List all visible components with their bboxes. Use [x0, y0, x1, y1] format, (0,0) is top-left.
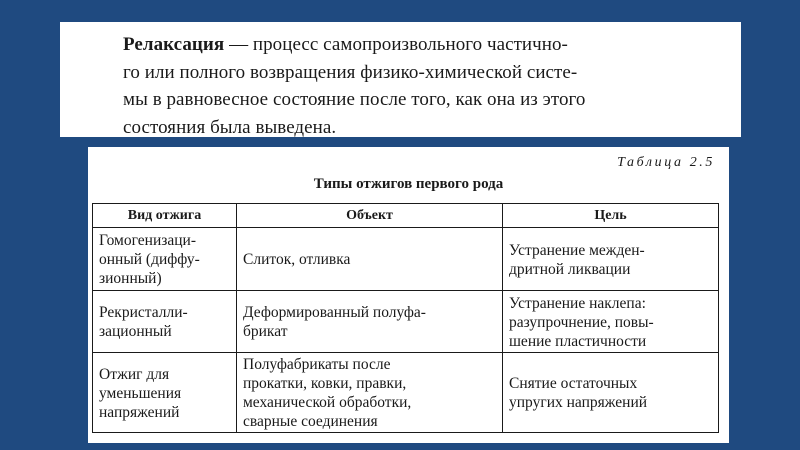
cell-text: брикат — [243, 323, 288, 340]
cell-object — [237, 291, 503, 353]
cell-text: Устранение наклепа: — [509, 294, 646, 312]
definition-line-3: мы в равновесное состояние после того, как она из этого — [123, 89, 586, 110]
definition-line-1 — [123, 31, 719, 59]
table-row — [93, 353, 719, 433]
cell-text: зионный) — [99, 270, 162, 287]
cell-text: Устранение межден- — [509, 241, 645, 259]
cell-goal — [503, 228, 719, 291]
cell-text: Слиток, отливка — [243, 251, 351, 268]
cell-text: Деформированный полуфа- — [243, 304, 426, 321]
cell-text: упругих напряжений — [509, 394, 648, 411]
table-row — [93, 291, 719, 353]
cell-text: механической обработки, — [243, 394, 412, 411]
cell-type — [93, 291, 237, 353]
cell-text: Гомогенизаци- — [99, 232, 196, 249]
cell-type — [93, 228, 237, 291]
cell-text: шение пластичности — [509, 332, 647, 350]
cell-text: прокатки, ковки, правки, — [243, 375, 407, 392]
definition-term: Релаксация — [123, 34, 225, 55]
cell-text: онный (диффу- — [99, 251, 200, 268]
header-object: Объект — [237, 204, 503, 228]
cell-text: Полуфабрикаты после — [243, 356, 391, 373]
table-row — [93, 228, 719, 291]
cell-goal — [503, 353, 719, 433]
cell-text: разупрочнение, повы- — [509, 313, 654, 331]
cell-text: дритной ликвации — [509, 260, 631, 278]
definition-panel — [60, 22, 741, 137]
table-title: Типы отжигов первого рода — [313, 176, 504, 192]
cell-goal — [503, 291, 719, 353]
table-header-row — [93, 204, 719, 228]
cell-object — [237, 353, 503, 433]
cell-object — [237, 228, 503, 291]
definition-line-4: состояния была выведена. — [123, 116, 337, 138]
table-panel — [88, 147, 729, 443]
cell-type — [93, 353, 237, 433]
cell-text: сварные соединения — [243, 413, 378, 430]
annealing-types-table — [92, 203, 719, 433]
cell-text: напряжений — [99, 403, 180, 421]
definition-text-1: — процесс самопроизвольного частично- — [224, 34, 568, 55]
definition-line-2: го или полного возвращения физико-химической систе- — [123, 61, 578, 83]
cell-text: уменьшения — [99, 384, 182, 402]
table-number: Таблица 2.5 — [617, 155, 715, 170]
cell-text: Рекристалли- — [99, 304, 188, 321]
header-annealing-type: Вид отжига — [93, 204, 237, 228]
cell-text: зационный — [99, 323, 172, 340]
cell-text: Отжиг для — [99, 365, 170, 383]
cell-text: Снятие остаточных — [509, 375, 638, 392]
header-goal: Цель — [503, 204, 719, 228]
